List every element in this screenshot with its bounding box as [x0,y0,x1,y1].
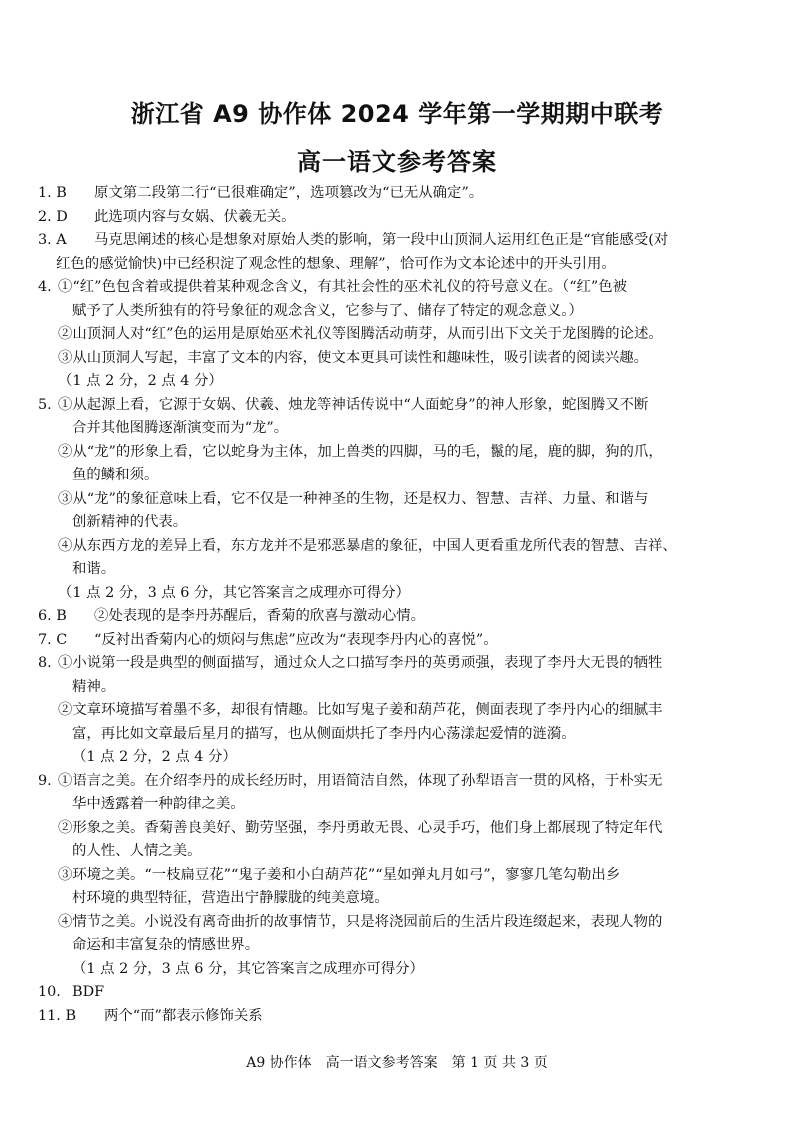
answer-1 [38,182,748,206]
answer-point: ①从起源上看，它源于女娲、伏羲、烛龙等神话传说中“人面蛇身”的神人形象，蛇图腾又不断 [58,396,649,413]
answer-11 [38,1005,748,1029]
answer-number: 11. B [38,1007,77,1024]
answer-text: 两个“而”都表示修饰关系 [104,1007,263,1024]
answer-number: 6. B [38,608,67,624]
score-note: （1 点 2 分，2 点 4 分） [58,373,223,389]
answer-6 [38,605,748,629]
page-footer: A9 协作体 高一语文参考答案 第 1 页 共 3 页 [246,1055,548,1071]
answer-number: 4. [38,279,52,295]
answer-point: ④从东西方龙的差异上看，东方龙并不是邪恶暴虐的象征，中国人更看重龙所代表的智慧、吉祥、 [58,537,677,554]
answer-point-continued: 村环境的典型特征，营造出宁静朦胧的纯美意境。 [72,890,389,906]
answer-number: 3. A [38,232,67,248]
answer-point-continued: 的人性、人情之美。 [72,843,202,859]
answer-list [38,182,748,1028]
answer-text: 原文第二段第二行“已很难确定”，选项篡改为“已无从确定”。 [94,185,484,201]
answer-number: 2. D [38,208,68,225]
answer-point: ②山顶洞人对“红”色的运用是原始巫术礼仪等图腾活动萌芽，从而引出下文关于龙图腾的论述。 [58,326,663,342]
answer-number: 1. B [38,185,67,201]
answer-point-continued: 合并其他图腾逐渐演变而为“龙”。 [72,420,289,436]
answer-4 [38,276,748,300]
answer-number: 8. [38,655,52,671]
score-note: （1 点 2 分，3 点 6 分，其它答案言之成理亦可得分） [58,584,410,601]
answer-text: ②处表现的是李丹苏醒后，香菊的欣喜与激动心情。 [94,608,425,624]
answer-point-continued: 华中透露着一种韵律之美。 [72,796,245,812]
exam-title: 浙江省 A9 协作体 2024 学年第一学期期中联考 [130,100,664,128]
answer-text: 马克思阐述的核心是想象对原始人类的影响，第一段中山顶洞人运用红色正是“官能感受(对 [94,232,669,248]
answer-point: ②从“龙”的形象上看，它以蛇身为主体，加上兽类的四脚，马的毛，鬣的尾，鹿的脚，狗的爪， [58,443,663,460]
answer-5 [38,394,748,418]
score-note: （1 点 2 分，2 点 4 分） [72,749,237,765]
answer-point: ③从“龙”的象征意味上看，它不仅是一种神圣的生物，还是权力、智慧、吉祥、力量、和谐与 [58,490,649,507]
answer-text: BDF [72,984,105,1000]
answer-8 [38,652,748,676]
score-note: （1 点 2 分，3 点 6 分，其它答案言之成理亦可得分） [72,960,424,977]
answer-text: “反衬出香菊内心的烦闷与焦虑”应改为“表现李丹内心的喜悦”。 [94,631,498,648]
answer-point: ③从山顶洞人写起，丰富了文本的内容，使文本更具可读性和趣味性，吸引读者的阅读兴趣。 [58,349,649,366]
answer-point: ①语言之美。在介绍李丹的成长经历时，用语简洁自然，体现了孙犁语言一贯的风格，于朴实无 [58,772,663,789]
answer-point: ①“红”色包含着或提供着某种观念含义，有其社会性的巫术礼仪的符号意义在。（“红”色被 [58,279,628,295]
answer-point: ②形象之美。香菊善良美好、勤劳坚强，李丹勇敢无畏、心灵手巧，他们身上都展现了特定年代 [58,819,663,836]
answer-point-continued: 命运和丰富复杂的情感世界。 [72,937,260,953]
answer-point: ④情节之美。小说没有离奇曲折的故事情节，只是将浇园前后的生活片段连缀起来，表现人物的 [58,913,663,930]
answer-point-continued: 鱼的鳞和须。 [72,467,159,483]
answer-text-continued: 红色的感觉愉快)中已经积淀了观念性的想象、理解”，恰可作为文本论述中的开头引用。 [56,255,616,272]
answer-point: ①小说第一段是典型的侧面描写，通过众人之口描写李丹的英勇顽强，表现了李丹大无畏的牺牲 [58,655,663,671]
answer-number: 9. [38,772,52,789]
answer-9 [38,770,748,794]
answer-point-continued: 精神。 [72,678,116,695]
answer-point-continued: 赋予了人类所独有的符号象征的观念含义，它参与了、储存了特定的观念意义。） [72,302,583,319]
answer-3 [38,229,748,253]
document-subtitle: 高一语文参考答案 [297,148,497,176]
answer-text: 此选项内容与女娲、伏羲无关。 [94,208,296,225]
answer-point-continued: 富，再比如文章最后星月的描写，也从侧面烘托了李丹内心荡漾起爱情的涟漪。 [72,725,576,742]
answer-point-continued: 和谐。 [72,561,116,577]
answer-2 [38,206,748,230]
answer-point-continued: 创新精神的代表。 [72,514,188,530]
answer-7 [38,629,748,653]
answer-10 [38,981,748,1005]
answer-number: 5. [38,396,52,413]
answer-number: 7. C [38,631,68,648]
answer-number: 10. [38,984,61,1000]
answer-point: ③环境之美。“一枝扁豆花”“鬼子姜和小白葫芦花”“星如弹丸月如弓”，寥寥几笔勾勒出乡 [58,866,621,883]
answer-point: ②文章环境描写着墨不多，却很有情趣。比如写鬼子姜和葫芦花，侧面表现了李丹内心的细腻丰 [58,702,663,718]
